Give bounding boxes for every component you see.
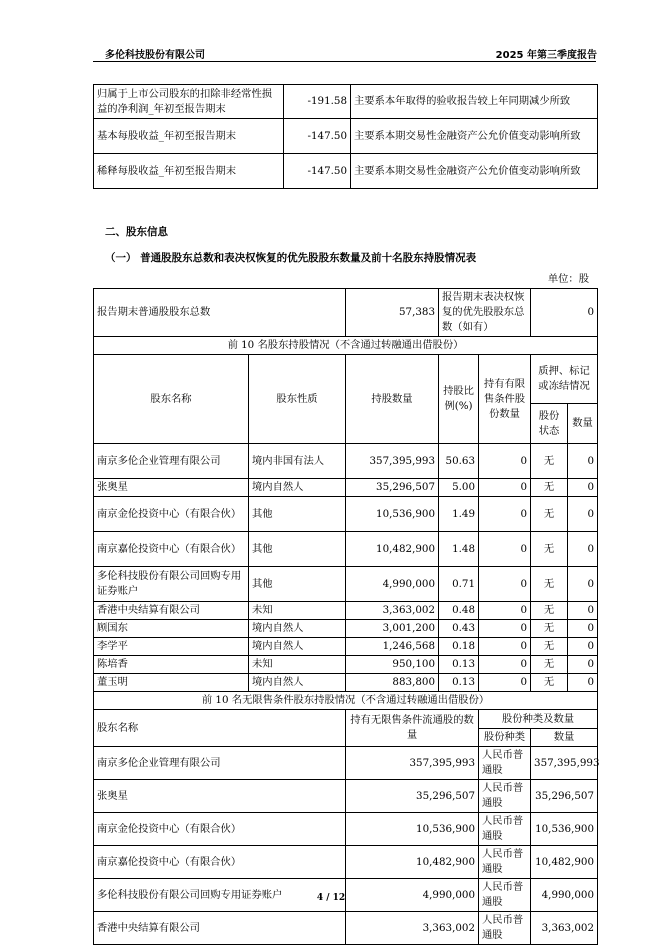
change-cell: -147.50: [284, 154, 351, 189]
holder-shares: 10,536,900: [346, 497, 439, 532]
holder-shares: 950,100: [346, 656, 439, 674]
holder-nature: 境内自然人: [249, 638, 346, 656]
holder-nature: 境内自然人: [249, 479, 346, 497]
holder-status: 无: [531, 620, 568, 638]
holder-restricted: 0: [479, 674, 531, 692]
holder-status: 无: [531, 497, 568, 532]
reason-cell: 主要系本期交易性金融资产公允价值变动影响所致: [351, 119, 598, 154]
unres-count: 35,296,507: [346, 780, 479, 813]
holder-nature: 未知: [249, 602, 346, 620]
unres-count: 3,363,002: [346, 912, 479, 945]
table-section-header: [94, 692, 598, 710]
header-rule: [93, 61, 596, 62]
holder-shares: 3,363,002: [346, 602, 439, 620]
holder-shares: 883,800: [346, 674, 439, 692]
table-row: [94, 532, 598, 567]
table-row: [94, 497, 598, 532]
unres-kind: 人民币普通股: [479, 879, 531, 912]
holder-name: 陈培香: [94, 656, 249, 674]
holder-nature: 未知: [249, 656, 346, 674]
holder-ratio: 0.71: [439, 567, 479, 602]
holder-nature: 境内自然人: [249, 674, 346, 692]
holder-qty: 0: [568, 567, 598, 602]
holder-shares: 1,246,568: [346, 638, 439, 656]
unres-count: 357,395,993: [346, 747, 479, 780]
holder-status: 无: [531, 656, 568, 674]
holder-name: 多伦科技股份有限公司回购专用证券账户: [94, 567, 249, 602]
holder-status: 无: [531, 567, 568, 602]
company-name: 多伦科技股份有限公司: [105, 50, 205, 61]
unres-name: 南京金伦投资中心（有限合伙）: [94, 813, 346, 846]
holder-nature: 境内非国有法人: [249, 444, 346, 479]
table-row: [94, 119, 598, 154]
pref-holders-value: 0: [531, 289, 598, 337]
holder-status: 无: [531, 602, 568, 620]
common-holders-label: 报告期末普通股股东总数: [94, 289, 346, 337]
change-reason-table: [93, 84, 598, 189]
holder-ratio: 1.48: [439, 532, 479, 567]
holder-name: 张奥星: [94, 479, 249, 497]
unres-qty: 4,990,000: [531, 879, 598, 912]
table-row: [94, 780, 598, 813]
holder-shares: 10,482,900: [346, 532, 439, 567]
holder-name: 香港中央结算有限公司: [94, 602, 249, 620]
col-name: 股东名称: [94, 355, 249, 444]
table-row: [94, 912, 598, 945]
subsection-title: （一） 普通股股东总数和表决权恢复的优先股股东数量及前十名股东持股情况表: [105, 252, 477, 264]
holder-name: 南京金伦投资中心（有限合伙）: [94, 497, 249, 532]
table-row: [94, 85, 598, 119]
table-row: [94, 813, 598, 846]
holder-status: 无: [531, 479, 568, 497]
holder-qty: 0: [568, 638, 598, 656]
holder-shares: 4,990,000: [346, 567, 439, 602]
holder-qty: 0: [568, 620, 598, 638]
holder-qty: 0: [568, 674, 598, 692]
page-header: [93, 46, 597, 62]
unit-label: 单位：股: [547, 273, 589, 285]
holder-status: 无: [531, 444, 568, 479]
pref-holders-label: 报告期末表决权恢复的优先股股东总数（如有）: [439, 289, 531, 337]
holder-qty: 0: [568, 497, 598, 532]
unres-name: 南京嘉伦投资中心（有限合伙）: [94, 846, 346, 879]
table-row: [94, 620, 598, 638]
holder-qty: 0: [568, 532, 598, 567]
reason-cell: 主要系本期交易性金融资产公允价值变动影响所致: [351, 154, 598, 189]
col-nature: 股东性质: [249, 355, 346, 444]
item-cell: 稀释每股收益_年初至报告期末: [94, 154, 284, 189]
col-shares: 持股数量: [346, 355, 439, 444]
holder-qty: 0: [568, 656, 598, 674]
holder-restricted: 0: [479, 602, 531, 620]
unres-qty: 3,363,002: [531, 912, 598, 945]
holder-qty: 0: [568, 602, 598, 620]
col-unres-name: 股东名称: [94, 710, 346, 747]
item-cell: 归属于上市公司股东的扣除非经常性损益的净利润_年初至报告期末: [94, 85, 284, 119]
holder-nature: 其他: [249, 567, 346, 602]
page-number: 4 / 12: [316, 893, 346, 903]
holder-qty: 0: [568, 444, 598, 479]
unres-name: 南京多伦企业管理有限公司: [94, 747, 346, 780]
unres-name: 张奥星: [94, 780, 346, 813]
unres-qty: 10,536,900: [531, 813, 598, 846]
holder-nature: 其他: [249, 532, 346, 567]
holder-qty: 0: [568, 479, 598, 497]
holder-nature: 其他: [249, 497, 346, 532]
unres-kind: 人民币普通股: [479, 813, 531, 846]
holder-name: 顾国东: [94, 620, 249, 638]
common-holders-value: 57,383: [346, 289, 439, 337]
summary-row: [94, 289, 598, 337]
table-row: [94, 638, 598, 656]
unres-name: 香港中央结算有限公司: [94, 912, 346, 945]
holder-ratio: 1.49: [439, 497, 479, 532]
table-row: [94, 747, 598, 780]
reason-cell: 主要系本年取得的验收报告较上年同期减少所致: [351, 85, 598, 119]
holder-restricted: 0: [479, 656, 531, 674]
holder-name: 南京嘉伦投资中心（有限合伙）: [94, 532, 249, 567]
unrestricted-title: 前 10 名无限售条件股东持股情况（不含通过转融通出借股份）: [94, 692, 598, 710]
table-row: [94, 656, 598, 674]
unres-name: 多伦科技股份有限公司回购专用证券账户: [94, 879, 346, 912]
unres-kind: 人民币普通股: [479, 846, 531, 879]
unres-count: 10,482,900: [346, 846, 479, 879]
holder-restricted: 0: [479, 532, 531, 567]
col-unres-count: 持有无限售条件流通股的数量: [346, 710, 479, 747]
holder-ratio: 0.18: [439, 638, 479, 656]
holder-shares: 357,395,993: [346, 444, 439, 479]
unres-count: 4,990,000: [346, 879, 479, 912]
table-row: [94, 567, 598, 602]
holder-restricted: 0: [479, 497, 531, 532]
col-unres-qty: 数量: [531, 729, 598, 747]
col-restricted: 持有有限售条件股份数量: [479, 355, 531, 444]
holder-nature: 境内自然人: [249, 620, 346, 638]
top10-title: 前 10 名股东持股情况（不含通过转融通出借股份）: [94, 337, 598, 355]
unres-kind: 人民币普通股: [479, 747, 531, 780]
unres-qty: 357,395,993: [531, 747, 598, 780]
holder-restricted: 0: [479, 620, 531, 638]
item-cell: 基本每股收益_年初至报告期末: [94, 119, 284, 154]
holder-status: 无: [531, 674, 568, 692]
holder-restricted: 0: [479, 638, 531, 656]
col-pledge-qty: 数量: [568, 404, 598, 444]
unres-count: 10,536,900: [346, 813, 479, 846]
column-header-row: [94, 710, 598, 729]
table-row: [94, 154, 598, 189]
unres-kind: 人民币普通股: [479, 780, 531, 813]
holder-ratio: 0.13: [439, 656, 479, 674]
holder-restricted: 0: [479, 567, 531, 602]
col-pledge: 质押、标记或冻结情况: [531, 355, 598, 404]
table-row: [94, 846, 598, 879]
unres-qty: 35,296,507: [531, 780, 598, 813]
table-section-header: [94, 337, 598, 355]
holder-restricted: 0: [479, 444, 531, 479]
col-ratio: 持股比例(%): [439, 355, 479, 444]
unres-qty: 10,482,900: [531, 846, 598, 879]
change-cell: -147.50: [284, 119, 351, 154]
table-row: [94, 444, 598, 479]
holder-ratio: 5.00: [439, 479, 479, 497]
holder-shares: 3,001,200: [346, 620, 439, 638]
holder-ratio: 0.48: [439, 602, 479, 620]
table-row: [94, 674, 598, 692]
table-row: [94, 602, 598, 620]
change-cell: -191.58: [284, 85, 351, 119]
col-pledge-status: 股份状态: [531, 404, 568, 444]
holder-ratio: 50.63: [439, 444, 479, 479]
holder-status: 无: [531, 532, 568, 567]
holder-shares: 35,296,507: [346, 479, 439, 497]
column-header-row: [94, 355, 598, 404]
shareholder-table: [93, 288, 598, 945]
unres-kind: 人民币普通股: [479, 912, 531, 945]
report-title: 2025 年第三季度报告: [495, 50, 597, 61]
holder-name: 董玉明: [94, 674, 249, 692]
holder-name: 李学平: [94, 638, 249, 656]
col-unres-kind: 股份种类: [479, 729, 531, 747]
holder-name: 南京多伦企业管理有限公司: [94, 444, 249, 479]
holder-status: 无: [531, 638, 568, 656]
holder-restricted: 0: [479, 479, 531, 497]
holder-ratio: 0.43: [439, 620, 479, 638]
table-row: [94, 479, 598, 497]
holder-ratio: 0.13: [439, 674, 479, 692]
section-title: 二、股东信息: [105, 226, 168, 238]
col-unres-kind-qty: 股份种类及数量: [479, 710, 598, 729]
